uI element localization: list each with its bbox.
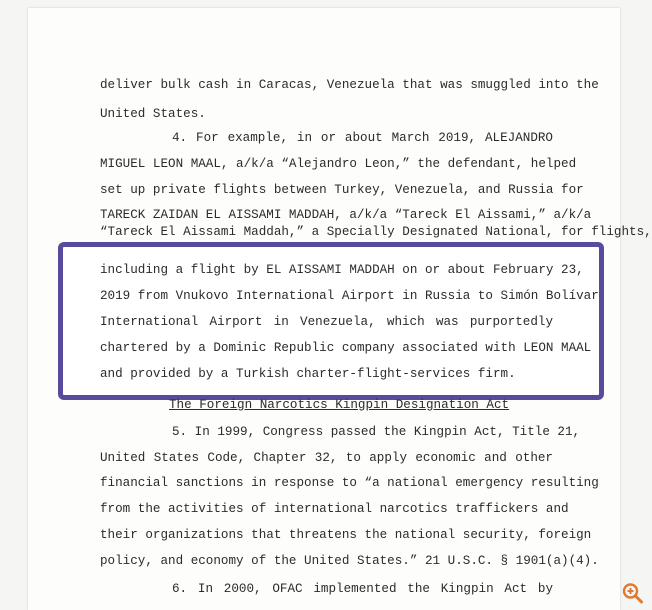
text-line: United States Code, Chapter 32, to apply economic and other — [100, 451, 553, 465]
text-line: from the activities of international narcotics traffickers and — [100, 502, 569, 516]
text-line: deliver bulk cash in Caracas, Venezuela that was smuggled into the — [100, 78, 599, 92]
highlighted-line: including a flight by EL AISSAMI MADDAH on or about February 23, — [100, 263, 584, 277]
highlight-box — [58, 242, 604, 400]
zoom-in-button[interactable] — [621, 582, 645, 604]
text-line: policy, and economy of the United States.” 21 U.S.C. § 1901(a)(4). — [100, 554, 599, 568]
zoom-in-icon — [621, 582, 645, 604]
text-line: MIGUEL LEON MAAL, a/k/a “Alejandro Leon,” the defendant, helped — [100, 157, 577, 171]
text-line: set up private flights between Turkey, Venezuela, and Russia for — [100, 183, 584, 197]
highlighted-line: chartered by a Dominic Republic company associated with LEON MAAL — [100, 341, 592, 355]
text-line: “Tareck El Aissami Maddah,” a Specially Designated National, for flights, — [100, 225, 652, 239]
text-line: financial sanctions in response to “a national emergency resulting — [100, 476, 599, 490]
highlighted-line: International Airport in Venezuela, which was purportedly — [100, 315, 553, 329]
text-line: their organizations that threatens the national security, foreign — [100, 528, 592, 542]
text-line: 4. For example, in or about March 2019, ALEJANDRO — [172, 131, 553, 145]
text-line: United States. — [100, 107, 206, 121]
highlighted-line: and provided by a Turkish charter-flight-services firm. — [100, 367, 516, 381]
text-line: 5. In 1999, Congress passed the Kingpin Act, Title 21, — [172, 425, 581, 439]
highlighted-line: 2019 from Vnukovo International Airport in Russia to Simón Bolívar — [100, 289, 599, 303]
text-line: 6. In 2000, OFAC implemented the Kingpin Act by — [172, 582, 553, 596]
section-heading: The Foreign Narcotics Kingpin Designation Act — [169, 398, 510, 412]
text-line: TARECK ZAIDAN EL AISSAMI MADDAH, a/k/a “Tareck El Aissami,” a/k/a — [100, 208, 592, 222]
